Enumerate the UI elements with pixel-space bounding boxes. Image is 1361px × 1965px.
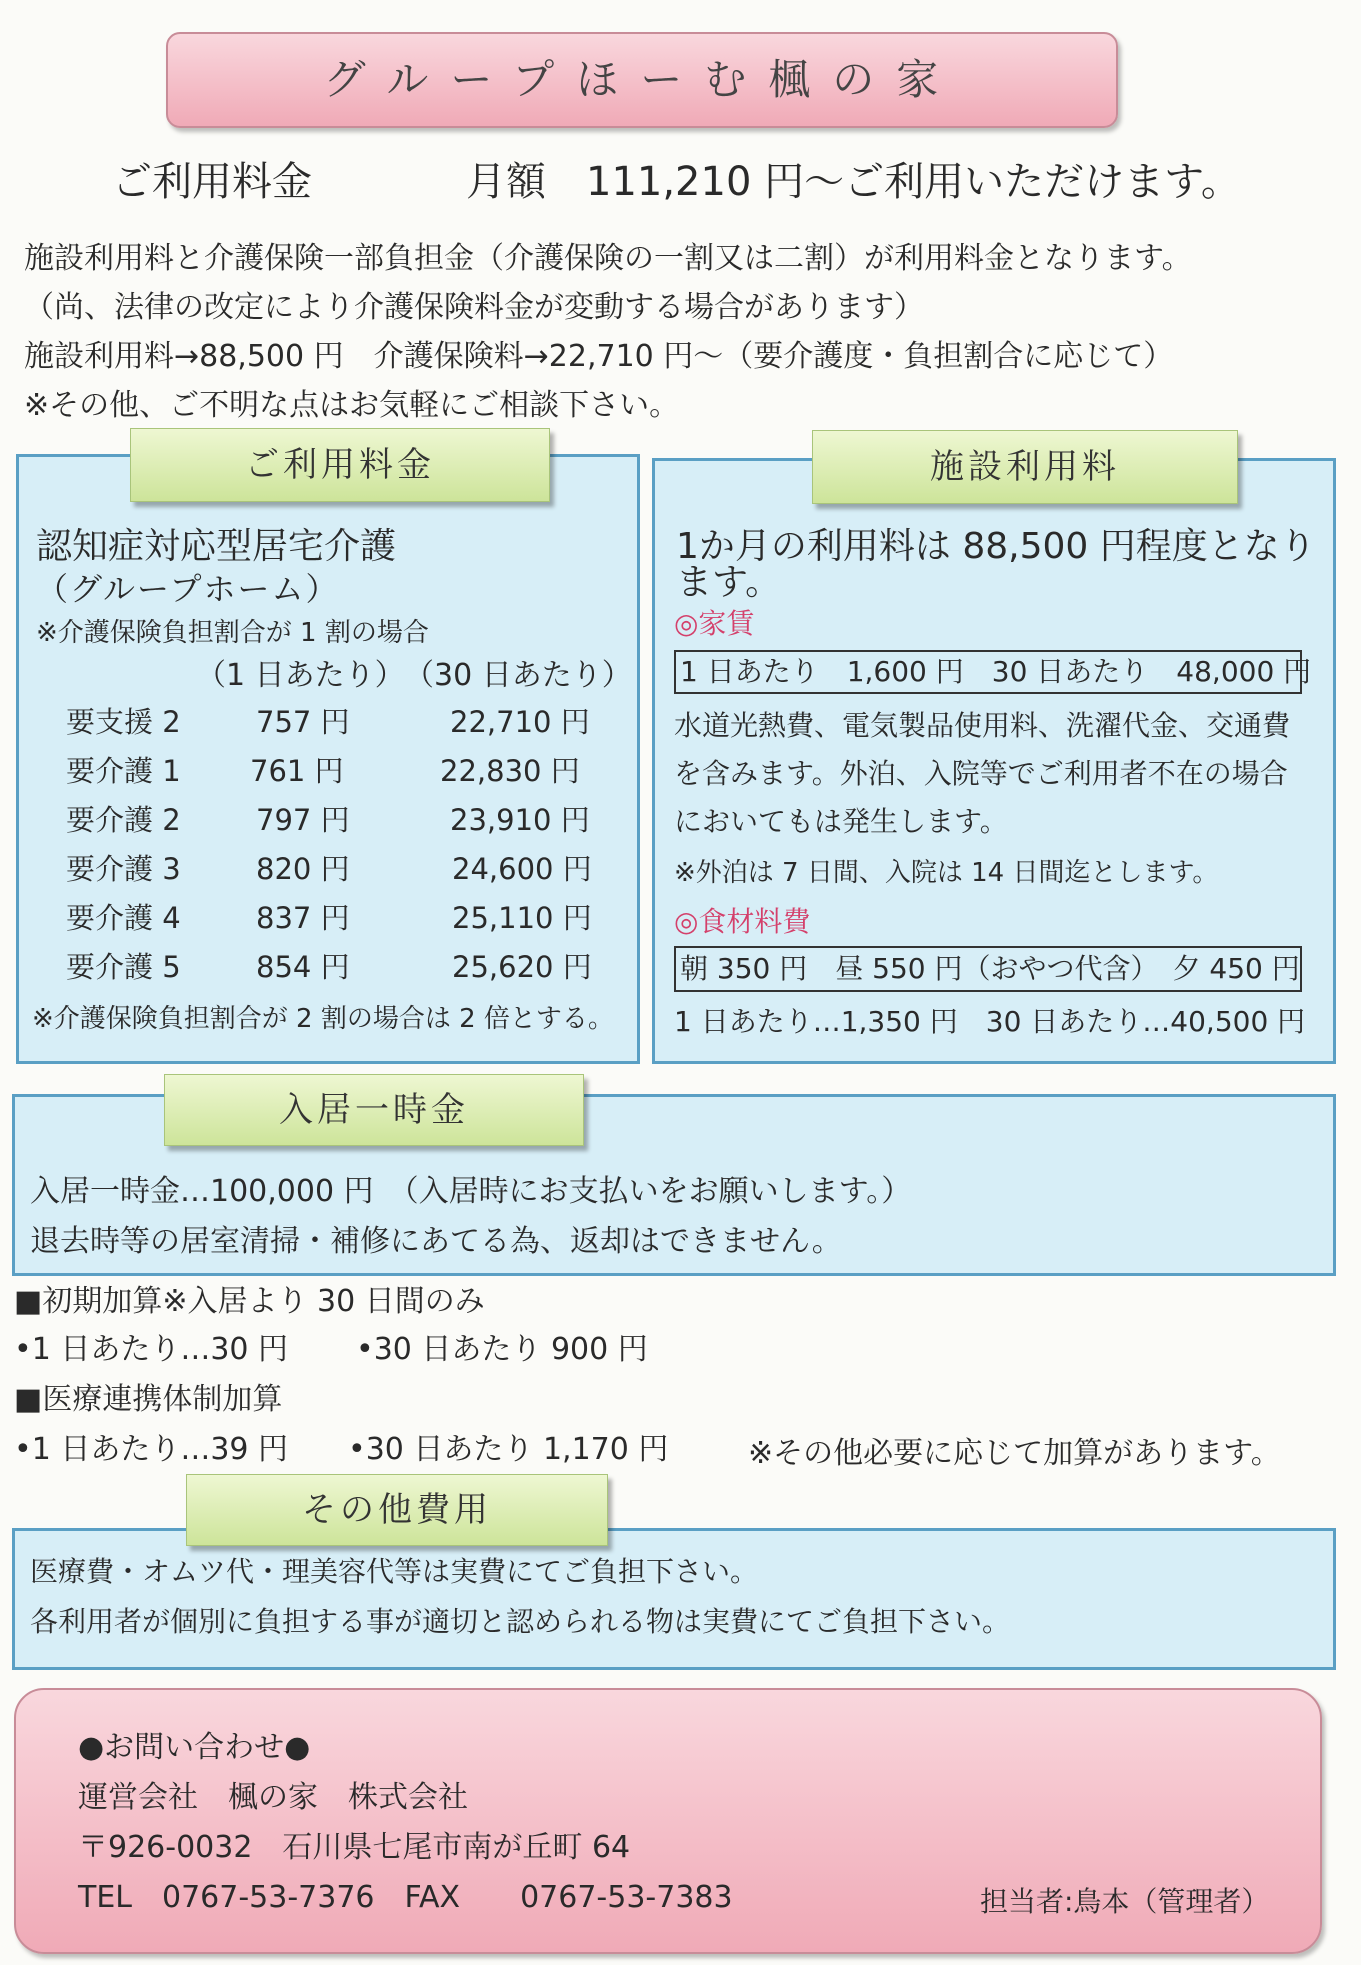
fee-box-tab: ご利用料金 — [130, 428, 550, 502]
col-header-month: （30 日あたり） — [404, 658, 632, 693]
title-banner — [166, 32, 1118, 128]
fee-day: 761 円 — [250, 754, 344, 788]
deposit-line: 退去時等の居室清掃・補修にあてる為、返却はできません。 — [30, 1224, 842, 1259]
contact-heading: ●お問い合わせ● — [78, 1730, 311, 1765]
fee-label: ご利用料金 — [112, 159, 312, 205]
intro-line: ※その他、ご不明な点はお気軽にご相談下さい。 — [24, 388, 680, 423]
fee-level: 要介護 3 — [66, 852, 181, 886]
intro-line: （尚、法律の改定により介護保険料金が変動する場合があります） — [24, 290, 924, 325]
fee-day: 797 円 — [256, 803, 350, 837]
contact-address: 〒926-0032 石川県七尾市南が丘町 64 — [78, 1830, 631, 1865]
fee-day: 757 円 — [256, 705, 350, 739]
fee-month: 25,620 円 — [452, 950, 592, 984]
deposit-box-tab: 入居一時金 — [164, 1074, 584, 1146]
fee-amount: 月額 111,210 円～ご利用いただけます。 — [466, 159, 1241, 205]
rent-note: ※外泊は 7 日間、入院は 14 日間迄とします。 — [674, 858, 1219, 888]
initial-addition-month: •30 日あたり 900 円 — [356, 1332, 648, 1367]
other-costs-tab: その他費用 — [186, 1474, 608, 1546]
fee-month: 22,830 円 — [440, 754, 580, 788]
fee-month: 23,910 円 — [450, 803, 590, 837]
fee-level: 要介護 1 — [66, 754, 181, 788]
col-header-day: （1 日あたり） — [196, 658, 405, 693]
care-type-subheading: （グループホーム） — [36, 570, 340, 608]
care-type-heading: 認知症対応型居宅介護 — [36, 526, 397, 567]
burden-note-top: ※介護保険負担割合が 1 割の場合 — [36, 618, 429, 648]
fee-month: 22,710 円 — [450, 705, 590, 739]
food-heading: ◎食材料費 — [674, 905, 811, 938]
initial-addition-heading: ■初期加算※入居より 30 日間のみ — [14, 1284, 485, 1319]
facility-box-tab: 施設利用料 — [812, 430, 1238, 504]
initial-addition-day: •1 日あたり…30 円 — [14, 1332, 289, 1367]
facility-summary: 1か月の利用料は 88,500 円程度となり — [676, 526, 1316, 567]
rent-desc: においてもは発生します。 — [674, 805, 1008, 838]
other-costs-line: 各利用者が個別に負担する事が適切と認められる物は実費にてご負担下さい。 — [30, 1605, 1011, 1638]
deposit-line: 入居一時金…100,000 円 （入居時にお支払いをお願いします。） — [30, 1174, 912, 1209]
intro-line: 施設利用料と介護保険一部負担金（介護保険の一割又は二割）が利用料金となります。 — [24, 241, 1192, 276]
rent-heading: ◎家賃 — [674, 607, 755, 640]
fee-day: 854 円 — [256, 950, 350, 984]
fee-month: 24,600 円 — [452, 852, 592, 886]
rent-desc: を含みます。外泊、入院等でご利用者不在の場合 — [674, 757, 1288, 790]
rent-amount-box: 1 日あたり 1,600 円 30 日あたり 48,000 円 — [674, 650, 1302, 694]
contact-person: 担当者:鳥本（管理者） — [980, 1885, 1270, 1918]
additions-note: ※その他必要に応じて加算があります。 — [748, 1436, 1281, 1471]
facility-summary-cont: ます。 — [676, 562, 782, 603]
contact-phone-fax: TEL 0767-53-7376 FAX 0767-53-7383 — [78, 1880, 733, 1915]
fee-day: 837 円 — [256, 901, 350, 935]
medical-addition-month: •30 日あたり 1,170 円 — [348, 1432, 669, 1467]
page-title: グループほーむ楓の家 — [323, 55, 961, 104]
other-costs-line: 医療費・オムツ代・理美容代等は実費にてご負担下さい。 — [30, 1555, 759, 1588]
burden-note-bottom: ※介護保険負担割合が 2 割の場合は 2 倍とする。 — [32, 1004, 614, 1034]
fee-level: 要介護 2 — [66, 803, 181, 837]
fee-level: 要支援 2 — [66, 705, 181, 739]
food-amount-box: 朝 350 円 昼 550 円（おやつ代含） 夕 450 円 — [674, 946, 1302, 992]
food-total: 1 日あたり…1,350 円 30 日あたり…40,500 円 — [674, 1005, 1306, 1038]
contact-company: 運営会社 楓の家 株式会社 — [78, 1780, 468, 1815]
medical-addition-heading: ■医療連携体制加算 — [14, 1382, 283, 1417]
rent-desc: 水道光熱費、電気製品使用料、洗濯代金、交通費 — [674, 709, 1291, 742]
fee-day: 820 円 — [256, 852, 350, 886]
fee-month: 25,110 円 — [452, 901, 592, 935]
fee-level: 要介護 5 — [66, 950, 181, 984]
fee-level: 要介護 4 — [66, 901, 181, 935]
intro-line: 施設利用料→88,500 円 介護保険料→22,710 円～（要介護度・負担割合に応じて） — [24, 339, 1174, 374]
medical-addition-day: •1 日あたり…39 円 — [14, 1432, 289, 1467]
